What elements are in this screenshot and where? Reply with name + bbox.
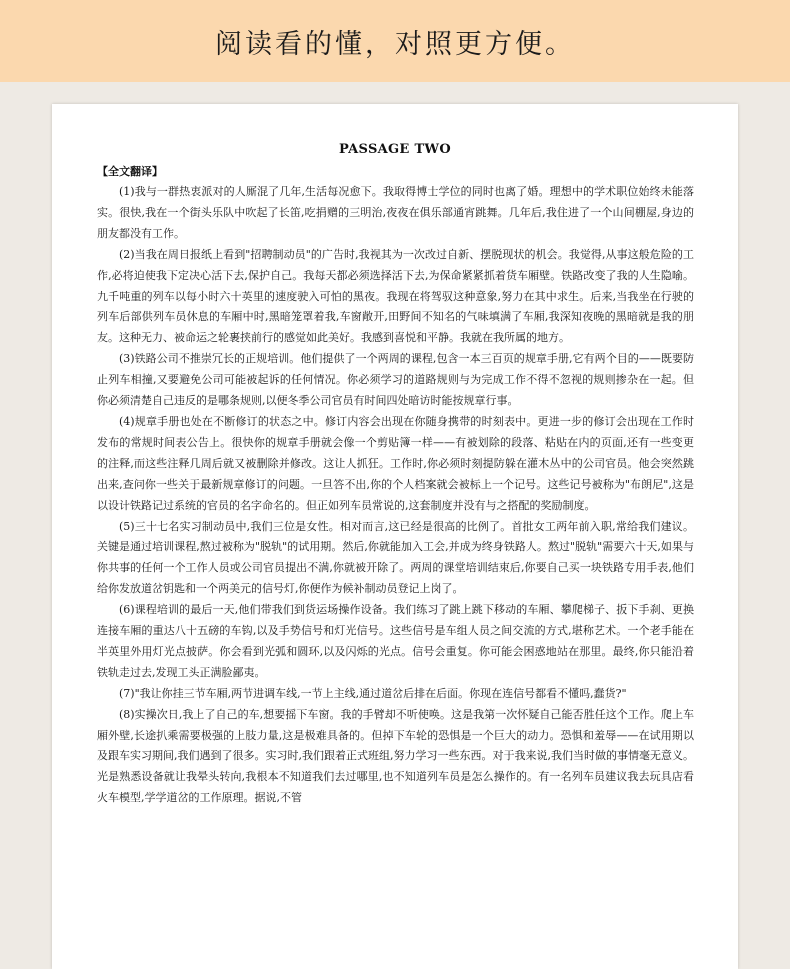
paragraph: (7)"我让你挂三节车厢,两节进调车线,一节上主线,通过道岔后排在后面。你现在连信号都看不懂吗,蠢货?" [119,686,627,700]
paragraph: (6)课程培训的最后一天,他们带我们到货运场操作设备。我们练习了跳上跳下移动的车厢、攀爬梯子、扳下手刹、更换连接车厢的重达八十五磅的车钩,以及手势信号和灯光信号。这些信号是车组人员之间交流的方式,堪称艺术。一个老手能在半英里外用灯光点披萨。你会看到光弧和圆环,以及闪烁的光点。信号会重复。你可能会困惑地站在那里。最终,你只能沿着铁轨走过去,发现工头正满脸鄙夷。 [97,603,694,679]
paragraph: (4)规章手册也处在不断修订的状态之中。修订内容会出现在你随身携带的时刻表中。更进一步的修订会出现在工作时发布的常规时间表公告上。很快你的规章手册就会像一个剪贴簿一样——有被划除的段落、粘贴在内的页面,还有一些变更的注释,而这些注释几周后就又被删除并修改。这让人抓狂。工作时,你必须时刻提防躲在灌木丛中的公司官员。他会突然跳出来,查问你一些关于最新规章修订的问题。一旦答不出,你的个人档案就会被标上一个记号。这些记号被称为"布朗尼",这是以设计铁路记过系统的官员的名字命名的。但正如列车员常说的,这套制度并没有与之搭配的奖励制度。 [97,414,694,512]
paragraph: (3)铁路公司不推崇冗长的正规培训。他们提供了一个两周的课程,包含一本三百页的规章手册,它有两个目的——既要防止列车相撞,又要避免公司可能被起诉的任何情况。你必须学习的道路规则与为完成工作不得不忽视的规则掺杂在一起。但你必须清楚自己违反的是哪条规则,以便冬季公司官员有时间四处暗访时能按规章行事。 [97,352,694,408]
paragraph: (2)当我在周日报纸上看到"招聘制动员"的广告时,我视其为一次改过自新、摆脱现状的机会。我觉得,从事这般危险的工作,必将迫使我下定决心活下去,保护自己。我每天都必须选择活下去,为保命紧紧抓着货车厢壁。铁路改变了我的人生隐喻。九千吨重的列车以每小时六十英里的速度驶入可怕的黑夜。我现在将驾驭这种意象,努力在其中求生。后来,当我坐在行驶的列车后部供列车员休息的车厢中时,黑暗笼罩着我,车窗敞开,田野间不知名的气味填满了车厢,我深知夜晚的黑暗就是我的朋友。这种无力、被命运之轮裹挟前行的感觉如此美好。我感到喜悦和平静。我就在我所属的地方。 [97,247,694,345]
paragraph: (5)三十七名实习制动员中,我们三位是女性。相对而言,这已经是很高的比例了。首批女工两年前入职,常给我们建议。关键是通过培训课程,熬过被称为"脱轨"的试用期。然后,你就能加入工会,并成为终身铁路人。熬过"脱轨"需要六十天,如果与你共事的任何一个工作人员或公司官员提出不满,你就被开除了。两周的课堂培训结束后,你要自己买一块铁路专用手表,他们给你发放道岔钥匙和一个两美元的信号灯,你便作为候补制动员登记上岗了。 [97,519,694,596]
passage-body [97,182,694,809]
section-label: 【全文翻译】 [97,165,163,178]
header-banner [0,0,790,82]
document-page [52,104,738,969]
passage-title: PASSAGE TWO [339,142,451,157]
banner-title: 阅读看的懂，对照更方便。 [215,28,575,60]
paragraph: (1)我与一群热衷派对的人厮混了几年,生活每况愈下。我取得博士学位的同时也离了婚。理想中的学术职位始终未能落实。很快,我在一个街头乐队中吹起了长笛,吃捐赠的三明治,夜夜在俱乐部通宵跳舞。几年后,我住进了一个山间棚屋,身边的朋友都没有工作。 [97,185,694,240]
paragraph: (8)实操次日,我上了自己的车,想要摇下车窗。我的手臂却不听使唤。这是我第一次怀疑自己能否胜任这个工作。爬上车厢外壁,长途扒乘需要极强的上肢力量,这是极难具备的。但掉下车轮的恐惧是一个巨大的动力。恐惧和羞辱——在试用期以及跟车实习期间,我们遇到了很多。实习时,我们跟着正式班组,努力学习一些东西。对于我来说,我们当时做的事情毫无意义。光是熟悉设备就让我晕头转向,我根本不知道我们去过哪里,也不知道列车员是怎么操作的。有一名列车员建议我去玩具店看火车模型,学学道岔的工作原理。据说,不管 [97,707,694,805]
